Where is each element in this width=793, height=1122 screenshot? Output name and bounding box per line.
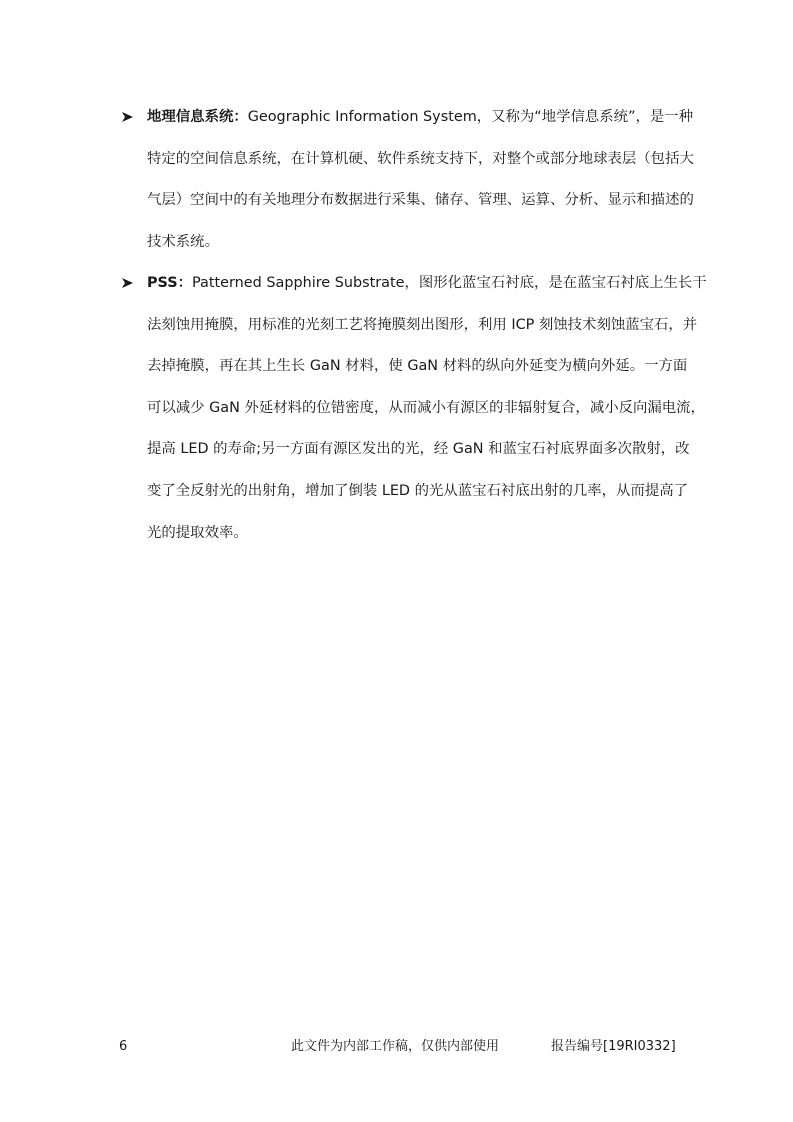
glossary-entry-pss [120, 269, 707, 560]
entry-line: 特定的空间信息系统，在计算机硬、软件系统支持下，对整个或部分地球表层（包括大 [147, 150, 694, 167]
report-number: 报告编号[19RI0332] [551, 1039, 676, 1054]
glossary-term: 地理信息系统： [147, 109, 248, 125]
entry-line: 变了全反射光的出射角，增加了倒装 LED 的光从蓝宝石衬底出射的几率，从而提高了 [147, 482, 689, 499]
page-footer [0, 1037, 793, 1057]
entry-body [147, 103, 694, 269]
entry-body [147, 269, 707, 560]
entry-line: 去掉掩膜，再在其上生长 GaN 材料，使 GaN 材料的纵向外延变为横向外延。一方面 [147, 358, 688, 375]
entry-line: 光的提取效率。 [147, 524, 248, 541]
entry-line: 技术系统。 [147, 233, 219, 250]
entry-line: 地理信息系统：Geographic Information System，又称为“地学信息系统”，是一种 [147, 109, 694, 125]
entry-line: 法刻蚀用掩膜，用标准的光刻工艺将掩膜刻出图形，利用 ICP 刻蚀技术刻蚀蓝宝石，并 [147, 316, 698, 333]
entry-line: 可以减少 GaN 外延材料的位错密度，从而减小有源区的非辐射复合，减小反向漏电流， [147, 399, 705, 416]
glossary-entry-gis [120, 103, 694, 269]
entry-line: 提高 LED 的寿命;另一方面有源区发出的光，经 GaN 和蓝宝石衬底界面多次散射，改 [147, 441, 690, 458]
entry-line: 气层）空间中的有关地理分布数据进行采集、储存、管理、运算、分析、显示和描述的 [147, 192, 694, 209]
arrow-bullet-icon [120, 273, 136, 293]
glossary-term: PSS： [147, 275, 193, 291]
confidentiality-notice: 此文件为内部工作稿，仅供内部使用 [291, 1039, 500, 1054]
entry-line: PSS：Patterned Sapphire Substrate，图形化蓝宝石衬底，是在蓝宝石衬底上生长干 [147, 275, 707, 291]
page-number: 6 [119, 1039, 128, 1054]
arrow-bullet-icon [120, 107, 136, 127]
